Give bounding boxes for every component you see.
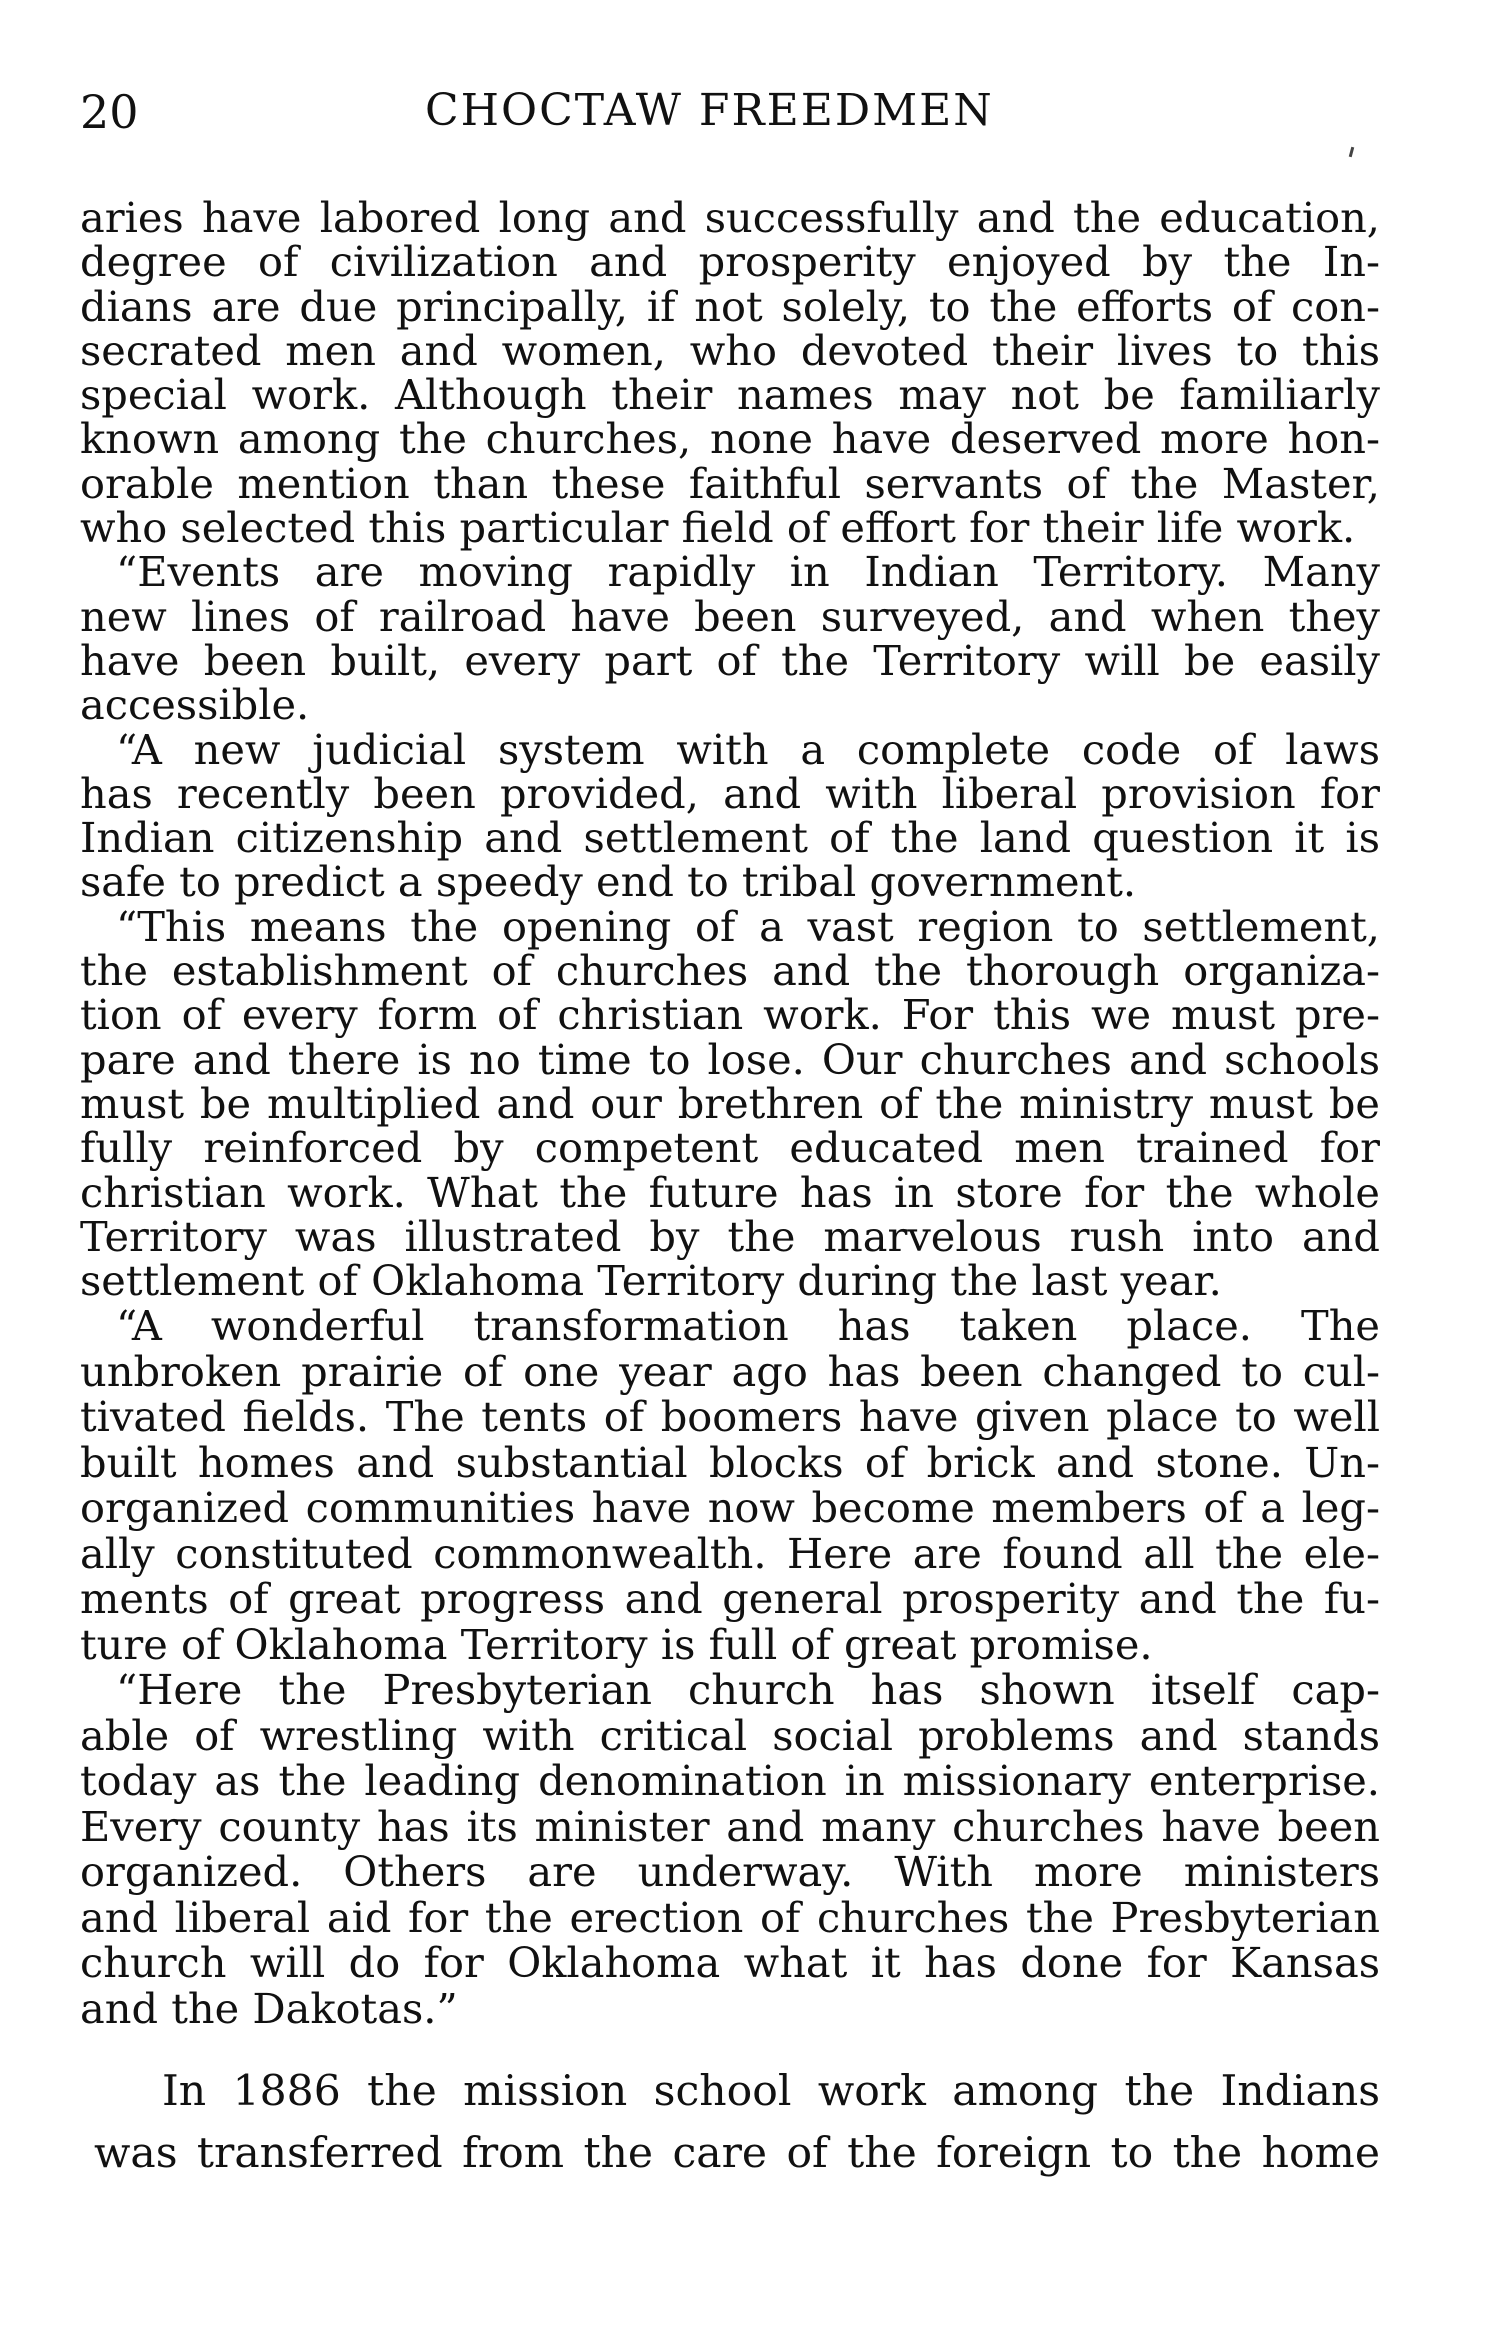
text-line: Territory was illustrated by the marvelous rush into and: [80, 1211, 1380, 1261]
text-line: has recently been provided, and with liberal provision for: [80, 768, 1380, 818]
text-line: the establishment of churches and the thorough organiza-: [80, 946, 1380, 996]
text-line: dians are due principally, if not solely, to the efforts of con-: [80, 281, 1380, 331]
text-line: In 1886 the mission school work among the Indians: [162, 2067, 1380, 2117]
text-line: “A new judicial system with a complete code of laws: [116, 724, 1380, 774]
text-line: organized communities have now become members of a leg-: [80, 1483, 1380, 1533]
text-line: orable mention than these faithful servants of the Master,: [80, 458, 1380, 508]
page-number: 20: [80, 85, 139, 139]
text-block-quote: [80, 193, 1380, 1306]
text-line: able of wrestling with critical social problems and stands: [80, 1710, 1380, 1760]
text-block-narrative: [94, 2061, 1380, 2185]
text-line: tivated fields. The tents of boomers have given place to well: [80, 1392, 1380, 1442]
text-line: have been built, every part of the Territory will be easily: [80, 635, 1380, 685]
text-line: “Here the Presbyterian church has shown itself cap-: [116, 1665, 1380, 1715]
text-line: today as the leading denomination in missionary enterprise.: [80, 1756, 1380, 1806]
text-line: who selected this particular field of effort for their life work.: [80, 503, 1356, 553]
text-line: secrated men and women, who devoted their lives to this: [80, 325, 1380, 375]
text-line: pare and there is no time to lose. Our churches and schools: [80, 1034, 1380, 1084]
text-line: “A wonderful transformation has taken place. The: [116, 1301, 1380, 1351]
text-line: organized. Others are underway. With more ministers: [80, 1847, 1380, 1897]
text-line: ments of great progress and general prosperity and the fu-: [80, 1574, 1380, 1624]
text-line: Indian citizenship and settlement of the land question it is: [80, 813, 1380, 863]
text-line: ture of Oklahoma Territory is full of great promise.: [80, 1619, 1153, 1669]
text-line: Every county has its minister and many churches have been: [80, 1801, 1380, 1851]
text-line: built homes and substantial blocks of brick and stone. Un-: [80, 1437, 1380, 1487]
text-line: was transferred from the care of the foreign to the home: [94, 2129, 1380, 2179]
text-line: “Events are moving rapidly in Indian Territory. Many: [116, 547, 1380, 597]
text-line: “This means the opening of a vast region to settlement,: [116, 901, 1380, 951]
running-title: CHOCTAW FREEDMEN: [425, 85, 994, 136]
stray-ink-mark: [1349, 147, 1354, 157]
text-line: accessible.: [80, 680, 310, 730]
body-text: [80, 193, 1380, 2185]
text-line: tion of every form of christian work. For this we must pre-: [80, 990, 1380, 1040]
text-line: and liberal aid for the erection of churches the Presbyterian: [80, 1892, 1380, 1942]
text-line: safe to predict a speedy end to tribal government.: [80, 857, 1137, 907]
text-line: fully reinforced by competent educated men trained for: [80, 1123, 1380, 1173]
text-line: unbroken prairie of one year ago has been changed to cul-: [80, 1346, 1380, 1396]
text-line: aries have labored long and successfully and the education,: [80, 193, 1380, 242]
running-head: [80, 85, 1380, 145]
text-line: and the Dakotas.”: [80, 1983, 458, 2033]
text-line: must be multiplied and our brethren of the ministry must be: [80, 1078, 1380, 1128]
paragraph-gap: [80, 2031, 1380, 2061]
text-line: degree of civilization and prosperity enjoyed by the In-: [80, 237, 1380, 287]
text-line: known among the churches, none have deserved more hon-: [80, 414, 1380, 464]
text-line: ally constituted commonwealth. Here are found all the ele-: [80, 1528, 1380, 1578]
text-line: new lines of railroad have been surveyed, and when they: [80, 591, 1380, 641]
text-line: special work. Although their names may not be familiarly: [80, 370, 1380, 420]
text-block-quote-continued: [80, 1303, 1380, 2031]
text-line: settlement of Oklahoma Territory during the last year.: [80, 1256, 1222, 1306]
text-line: christian work. What the future has in store for the whole: [80, 1167, 1380, 1217]
text-line: church will do for Oklahoma what it has done for Kansas: [80, 1938, 1380, 1988]
